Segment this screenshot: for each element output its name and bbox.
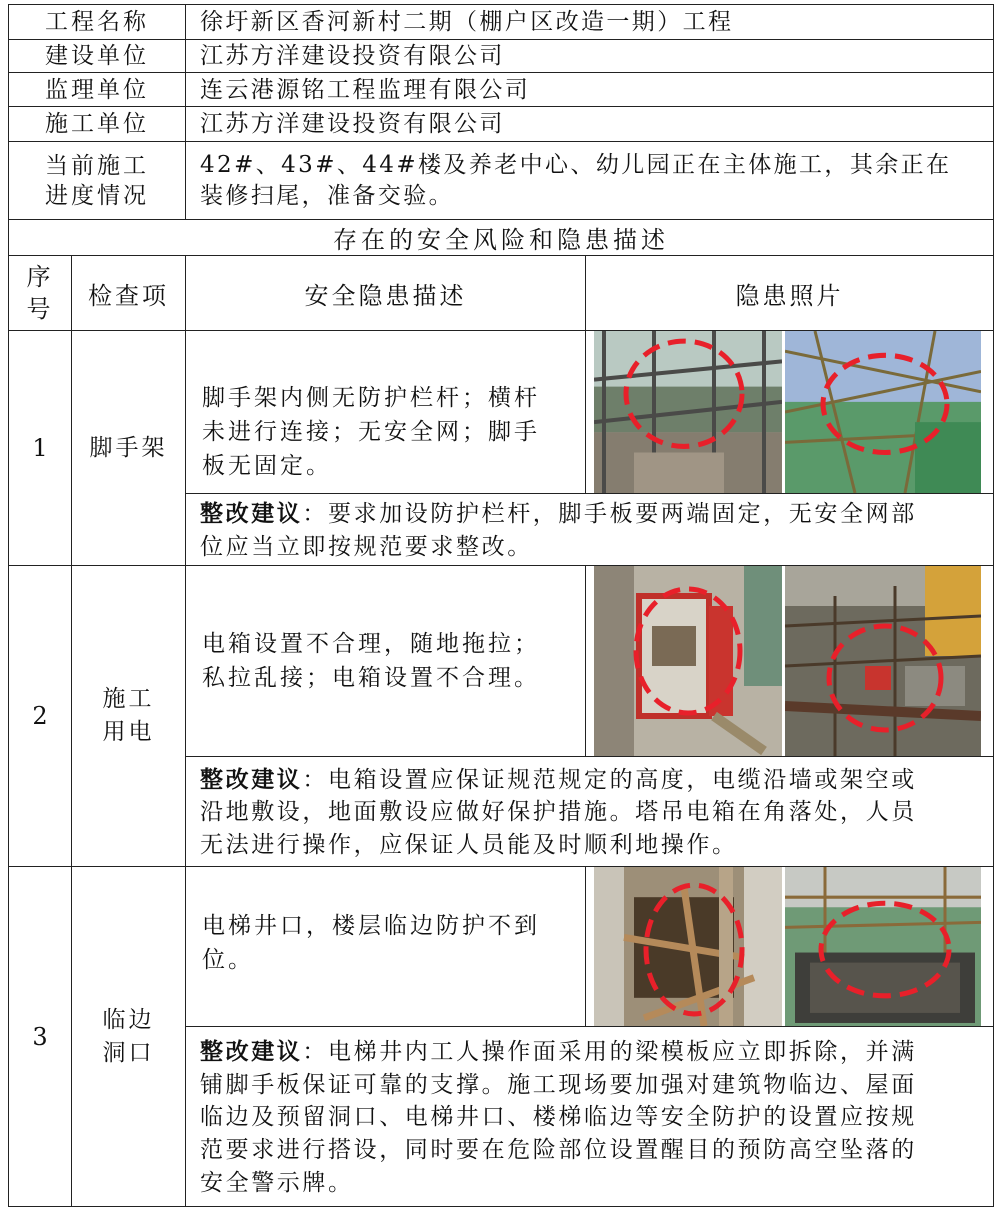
hazard-photos [586, 566, 994, 757]
elevator-shaft-photo-left [594, 867, 782, 1026]
header-seq-char: 号 [26, 295, 54, 323]
desc-line: 电梯井口，楼层临边防护不到 [202, 913, 540, 940]
desc-line: 位。 [202, 947, 254, 974]
sugg-label: 整改建议 [200, 1038, 303, 1066]
sugg-line: 铺脚手板保证可靠的支撑。施工现场要加强对建筑物临边、屋面 [200, 1071, 917, 1098]
desc-line: 电箱设置不合理，随地拖拉； [202, 631, 540, 658]
electric-box-photo-left [594, 566, 782, 756]
section-title: 存在的安全风险和隐患描述 [9, 220, 994, 256]
sugg-line: 范要求进行搭设，同时要在危险部位设置醒目的预防高空坠落的 [200, 1136, 917, 1163]
project-name-label: 工程名称 [9, 5, 186, 40]
rectification-suggestion [186, 757, 994, 867]
sugg-line [200, 498, 985, 531]
row-item-line: 施工 [102, 686, 155, 713]
contractor-label: 施工单位 [9, 107, 186, 142]
row-item-line: 洞口 [102, 1039, 155, 1066]
header-seq-char: 序 [26, 263, 54, 291]
row-item-line: 临边 [102, 1006, 155, 1033]
row-number: 3 [9, 867, 72, 1207]
progress-label-line: 进度情况 [45, 182, 149, 209]
hazard-description [186, 867, 586, 1027]
row-item [72, 566, 186, 867]
row-number: 1 [9, 331, 72, 566]
hazard-photos [586, 867, 994, 1027]
desc-line: 板无固定。 [202, 453, 332, 479]
contractor-value: 江苏方洋建设投资有限公司 [186, 107, 994, 142]
builder-value: 江苏方洋建设投资有限公司 [186, 40, 994, 73]
scaffold-photo-right [785, 331, 981, 493]
supervisor-label: 监理单位 [9, 73, 186, 107]
electric-box-photo-right [785, 566, 981, 756]
progress-label-line: 当前施工 [45, 152, 149, 179]
row-item [72, 867, 186, 1207]
sugg-label: 整改建议 [200, 765, 303, 793]
desc-line: 私拉乱接；电箱设置不合理。 [202, 665, 540, 692]
header-photo: 隐患照片 [586, 256, 994, 331]
sugg-line: 沿地敷设，地面敷设应做好保护措施。塔吊电箱在角落处，人员 [200, 799, 917, 826]
sugg-line [200, 764, 985, 797]
sugg-line: 临边及预留洞口、电梯井口、楼梯临边等安全防护的设置应按规 [200, 1104, 917, 1131]
desc-line: 脚手架内侧无防护栏杆；横杆 [202, 385, 540, 411]
sugg-text: ：电梯井内工人操作面采用的梁模板应立即拆除，并满 [302, 1039, 917, 1066]
sugg-line [200, 1036, 985, 1069]
header-item: 检查项 [72, 256, 186, 331]
sugg-text: ：要求加设防护栏杆，脚手板要两端固定，无安全网部 [302, 501, 917, 527]
row-item-line: 用电 [102, 719, 155, 746]
sugg-line: 位应当立即按规范要求整改。 [200, 533, 533, 560]
project-name-value: 徐圩新区香河新村二期（棚户区改造一期）工程 [186, 5, 994, 40]
hazard-photos [586, 331, 994, 494]
hazard-description [186, 566, 586, 757]
elevator-shaft-photo-right [785, 867, 981, 1026]
header-desc: 安全隐患描述 [186, 256, 586, 331]
supervisor-value: 连云港源铭工程监理有限公司 [186, 73, 994, 107]
row-number: 2 [9, 566, 72, 867]
header-seq [9, 256, 72, 331]
progress-line: 装修扫尾，准备交验。 [200, 182, 454, 209]
desc-line: 未进行连接；无安全网；脚手 [202, 419, 540, 445]
inspection-table [8, 4, 994, 1207]
progress-value [186, 142, 994, 220]
progress-label [9, 142, 186, 220]
row-item-line: 脚手架 [89, 434, 168, 461]
progress-line: 42#、43#、44#楼及养老中心、幼儿园正在主体施工，其余正在 [200, 151, 952, 178]
sugg-line: 安全警示牌。 [200, 1169, 354, 1196]
sugg-text: ：电箱设置应保证规范规定的高度，电缆沿墙或架空或 [302, 766, 917, 793]
hazard-description [186, 331, 586, 494]
builder-label: 建设单位 [9, 40, 186, 73]
rectification-suggestion [186, 1027, 994, 1207]
scaffold-photo-left [594, 331, 782, 493]
row-item [72, 331, 186, 566]
rectification-suggestion [186, 494, 994, 566]
sugg-label: 整改建议 [200, 500, 303, 527]
sugg-line: 无法进行操作，应保证人员能及时顺利地操作。 [200, 831, 738, 858]
